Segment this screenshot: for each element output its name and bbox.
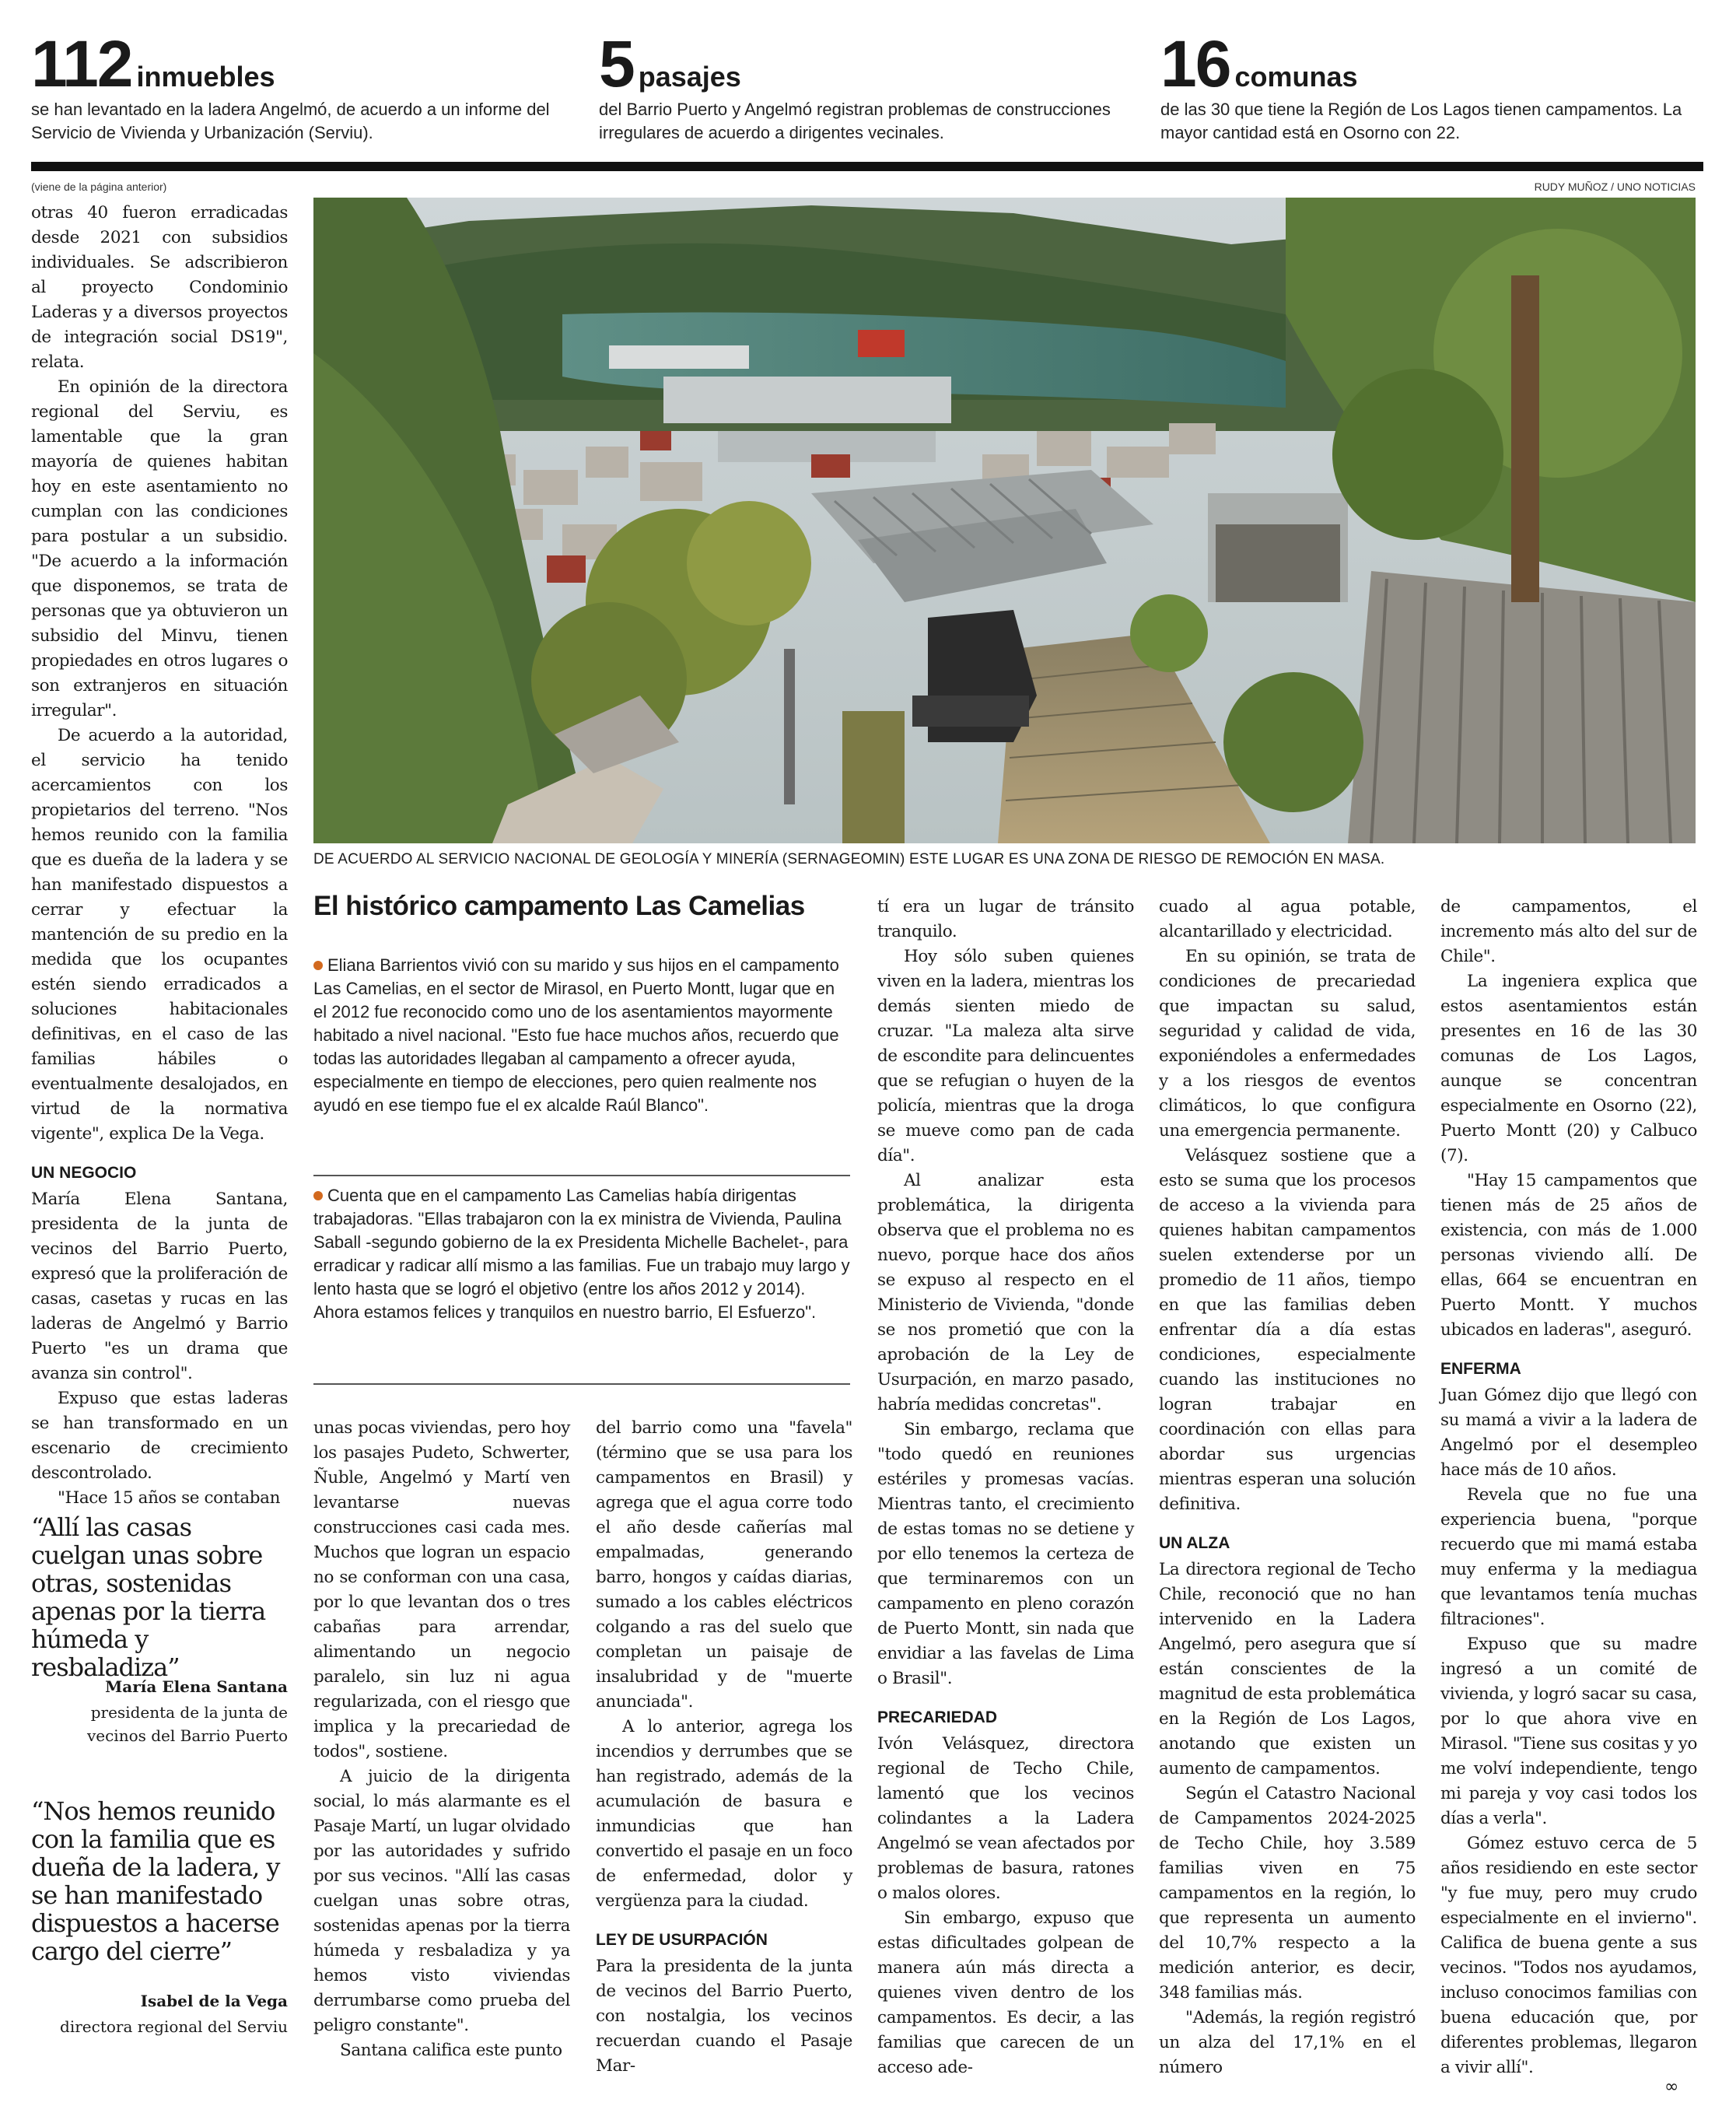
stat-word: comunas bbox=[1234, 61, 1358, 93]
photo-credit: RUDY MUÑOZ / UNO NOTICIAS bbox=[1534, 180, 1696, 193]
stat-description: del Barrio Puerto y Angelmó registran problemas de construcciones irregulares de acuerdo a dirigentes vecinales. bbox=[599, 100, 1111, 142]
paragraph: otras 40 fueron erradicadas desde 2021 con subsidios individuales. Se adscribieron al proyecto Condominio Laderas y a diversos proyectos de integración social DS19", relata. bbox=[31, 203, 288, 372]
paragraph: La ingeniera explica que estos asentamientos están presentes en 16 de las 30 comunas de Los Lagos, aunque se concentran especialmente en Osorno (22), Puerto Montt (20) y Calbuco (7). bbox=[1440, 972, 1697, 1165]
paragraph: María Elena Santana, presidenta de la junta de vecinos del Barrio Puerto, expresó que la proliferación de casas, casetas y rucas en las laderas de Angelmó y Barrio Puerto "es un drama que avanza sin control". bbox=[31, 1190, 288, 1383]
hillside-photo-illustration bbox=[313, 198, 1696, 843]
paragraph: Juan Gómez dijo que llegó con su mamá a vivir a la ladera de Angelmó por el desempleo hace más de 10 años. bbox=[1440, 1386, 1697, 1480]
photo-caption: DE ACUERDO AL SERVICIO NACIONAL DE GEOLOGÍA Y MINERÍA (SERNAGEOMIN) ESTE LUGAR ES UNA ZONA DE RIESGO DE REMOCIÓN EN MASA. bbox=[313, 851, 1385, 867]
paragraph: unas pocas viviendas, pero hoy los pasajes Pudeto, Schwerter, Ñuble, Angelmó y Martí ven levantarse nuevas construcciones casi cada mes. Muchos que logran un espacio no se conforman con una casa, por lo que levantan dos o tres cabañas para arrendar, alimentando un negocio paralelo, sin luz ni agua regularizada, con el riesgo que implica y la precariedad de todos", sostiene. bbox=[313, 1418, 570, 1761]
article-column-3 bbox=[596, 1416, 852, 2079]
article-column-1 bbox=[31, 201, 288, 1511]
paragraph: Al analizar esta problemática, la dirigenta observa que el problema no es nuevo, porque hace dos años se expuso al respecto en el Ministerio de Vivienda, "donde se nos prometió que con la aprobación de la Ley de Usurpación, en marzo pasado, habría medidas concretas". bbox=[877, 1171, 1134, 1414]
paragraph: La directora regional de Techo Chile, reconoció que no han intervenido en la Ladera Angelmó, pero asegura que sí están conscientes de la magnitud de esta problemática en la Región de Los Lagos, anotando que existen un aumento de campamentos. bbox=[1159, 1560, 1416, 1778]
stat-number: 16 bbox=[1160, 27, 1230, 100]
hillside-photo bbox=[313, 198, 1696, 843]
paragraph: Hoy sólo suben quienes viven en la ladera, mientras los demás sienten miedo de cruzar. "La maleza alta sirve de escondite para delincuentes que se refugian o huyen de la policía, mientras que la droga se mueve como pan de cada día". bbox=[877, 947, 1134, 1165]
subheading-un-negocio: UN NEGOCIO bbox=[31, 1164, 137, 1182]
paragraph: Velásquez sostiene que a esto se suma que los procesos de acceso a la vivienda para quienes habitan campamentos suelen extenderse por un promedio de 11 años, tiempo en que las familias deben enfrentar día a día estas condiciones, especialmente cuando las instituciones no logran trabajar en coordinación con ellas para abordar sus urgencias mientras esperan una solución definitiva. bbox=[1159, 1146, 1416, 1514]
subheading-un-alza: UN ALZA bbox=[1159, 1534, 1230, 1552]
stat-comunas bbox=[1160, 27, 1697, 145]
paragraph: "Hace 15 años se contaban bbox=[58, 1488, 281, 1508]
quote-author: María Elena Santana bbox=[105, 1677, 288, 1696]
quote-author-role: presidenta de la junta de vecinos del Barrio Puerto bbox=[86, 1703, 288, 1745]
top-divider bbox=[31, 162, 1703, 171]
box-bullet-text: Cuenta que en el campamento Las Camelias había dirigentas trabajadoras. "Ellas trabajaron con la ex ministra de Vivienda, Paulina Saball -segundo gobierno de la ex Presidenta Michelle Bachelet-, para erradicar y radicar allí mismo a las familias. Fue un trabajo muy largo y lento hasta que se logró el objetivo (entre los años 2012 y 2014). Ahora estamos felices y tranquilos en nuestro barrio, El Esfuerzo". bbox=[313, 1186, 850, 1322]
paragraph: de campamentos, el incremento más alto del sur de Chile". bbox=[1440, 897, 1697, 966]
paragraph: Ivón Velásquez, directora regional de Techo Chile, lamentó que los vecinos colindantes a la Ladera Angelmó se vean afectados por problemas de basura, ratones o malos olores. bbox=[877, 1734, 1134, 1903]
subheading-enferma: ENFERMA bbox=[1440, 1360, 1521, 1378]
stat-inmuebles bbox=[31, 27, 568, 145]
paragraph: A lo anterior, agrega los incendios y derrumbes que se han registrado, además de la acumulación de basura e inmundicias que han convertido el pasaje en un foco de enfermedad, dolor y vergüenza para la ciudad. bbox=[596, 1717, 852, 1911]
paragraph: Sin embargo, reclama que "todo quedó en reuniones estériles y promesas vacías. Mientras tanto, el crecimiento de estas tomas no se detiene y por ello tenemos la certeza de que terminaremos con un campamento en pleno corazón de Puerto Montt, sin nada que envidiar a las favelas de Lima o Brasil". bbox=[877, 1420, 1134, 1688]
box-bullet-1 bbox=[313, 954, 850, 1117]
bullet-dot-icon bbox=[313, 961, 323, 970]
stat-number: 112 bbox=[31, 27, 132, 100]
box-divider bbox=[313, 1175, 850, 1176]
paragraph: Gómez estuvo cerca de 5 años residiendo en este sector "y fue muy, pero muy crudo especialmente en el invierno". Califica de buena gente a sus vecinos. "Todos nos ayudamos, incluso conocimos familias con buena educación que, por diferentes problemas, llegaron a vivir allí". bbox=[1440, 1834, 1697, 2077]
paragraph: Expuso que su madre ingresó a un comité de vivienda, y logró sacar su casa, por lo que ahora vive en Mirasol. "Tiene sus cositas y yo me volví independiente, tengo mi pareja y voy casi todos los días a verla". bbox=[1440, 1635, 1697, 1828]
pull-quote-de-la-vega: “Nos hemos reunido con la familia que es dueña de la ladera, y se han manifestado dispuestos a hacerse cargo del cierre” bbox=[31, 1796, 280, 1966]
paragraph: cuado al agua potable, alcantarillado y electricidad. bbox=[1159, 897, 1416, 941]
stat-description: se han levantado en la ladera Angelmó, de acuerdo a un informe del Servicio de Vivienda y Urbanización (Serviu). bbox=[31, 100, 550, 142]
stat-word: inmuebles bbox=[136, 61, 275, 93]
stat-description: de las 30 que tiene la Región de Los Lagos tienen campamentos. La mayor cantidad está en Osorno con 22. bbox=[1160, 100, 1682, 142]
paragraph: Según el Catastro Nacional de Campamentos 2024-2025 de Techo Chile, hoy 3.589 familias viven en 75 campamentos en la región, lo que representa un aumento del 10,7% respecto a la medición anterior, es decir, 348 familias más. bbox=[1159, 1784, 1416, 2003]
stat-word: pasajes bbox=[638, 61, 741, 93]
box-title: El histórico campamento Las Camelias bbox=[313, 891, 805, 921]
paragraph: Santana califica este punto bbox=[340, 2041, 562, 2060]
article-column-4 bbox=[877, 895, 1134, 2080]
article-column-6 bbox=[1440, 895, 1697, 2080]
subheading-ley-de-usurpacion: LEY DE USURPACIÓN bbox=[596, 1931, 768, 1949]
viene-label: (viene de la página anterior) bbox=[31, 180, 167, 193]
subheading-precariedad: PRECARIEDAD bbox=[877, 1708, 998, 1726]
stat-pasajes bbox=[599, 27, 1136, 145]
stat-number: 5 bbox=[599, 27, 634, 100]
box-bullet-2 bbox=[313, 1184, 850, 1324]
paragraph: En opinión de la directora regional del Serviu, es lamentable que la gran mayoría de quienes habitan hoy en este asentamiento no cumplan con las condiciones para postular a un subsidio. "De acuerdo a la información que disponemos, se trata de personas que ya obtuvieron un subsidio del Minvu, tienen propiedades en otros lugares o son extranjeros en situación irregular". bbox=[31, 377, 288, 720]
paragraph: Revela que no fue una experiencia buena, "porque recuerdo que mi mamá estaba muy enferma y la mediagua que levantamos tenía muchas filtraciones". bbox=[1440, 1485, 1697, 1629]
paragraph: tí era un lugar de tránsito tranquilo. bbox=[877, 897, 1134, 941]
quote-author-role: directora regional del Serviu bbox=[60, 2017, 288, 2036]
paragraph: De acuerdo a la autoridad, el servicio ha tenido acercamientos con los propietarios del terreno. "Nos hemos reunido con la familia que es dueña de la ladera y se han manifestado dispuestos a cerrar y efectuar la mantención de su predio en la medida que los ocupantes estén siendo erradicados a soluciones habitacionales definitivas, en el caso de las familias hábiles o eventualmente desalojados, en virtud de la normativa vigente", explica De la Vega. bbox=[31, 726, 288, 1144]
paragraph: En su opinión, se trata de condiciones de precariedad que impactan su salud, seguridad y calidad de vida, exponiéndoles a enfermedades y a los riesgos de eventos climáticos, lo que configura una emergencia permanente. bbox=[1159, 947, 1416, 1141]
box-bottom-divider bbox=[313, 1383, 850, 1385]
paragraph: Para la presidenta de la junta de vecinos del Barrio Puerto, con nostalgia, los vecinos recuerdan cuando el Pasaje Mar- bbox=[596, 1957, 852, 2076]
quote-author: Isabel de la Vega bbox=[140, 1992, 288, 2010]
paragraph: "Además, la región registró un alza del 17,1% en el número bbox=[1159, 2008, 1416, 2077]
paragraph: Sin embargo, expuso que estas dificultades golpean de manera aún más directa a quienes viven dentro de los campamentos. Es decir, a las familias que carecen de un acceso ade- bbox=[877, 1908, 1134, 2077]
paragraph: A juicio de la dirigenta social, lo más alarmante es el Pasaje Martí, un lugar olvidado por las autoridades y sufrido por sus vecinos. "Allí las casas cuelgan unas sobre otras, sostenidas apenas por la tierra húmeda y resbaladiza y ya hemos visto viviendas derrumbarse como prueba del peligro constante". bbox=[313, 1767, 570, 2035]
pull-quote-santana: “Allí las casas cuelgan unas sobre otras, sostenidas apenas por la tierra húmeda y resbaladiza” bbox=[31, 1512, 266, 1682]
paragraph: del barrio como una "favela" (término que se usa para los campamentos en Brasil) y agrega que el agua corre todo el año desde cañerías mal empalmadas, generando barro, hongos y caídas diarias, sumado a los cables eléctricos colgando a ras del suelo que completan un paisaje de insalubridad y de "muerte anunciada". bbox=[596, 1418, 852, 1712]
box-bullet-text: Eliana Barrientos vivió con su marido y sus hijos en el campamento Las Camelias, en el sector de Mirasol, en Puerto Montt, lugar que en el 2012 fue reconocido como uno de los asentamientos mayormente habitado a nivel nacional. "Esto fue hace muchos años, recuerdo que todas las autoridades llegaban al campamento a ofrecer ayuda, especialmente en tiempo de elecciones, pero quien realmente nos ayudó en ese tiempo fue el ex alcalde Raúl Blanco". bbox=[313, 955, 839, 1115]
article-column-5 bbox=[1159, 895, 1416, 2080]
article-end-icon: ∞ bbox=[1664, 2077, 1679, 2097]
paragraph: Expuso que estas laderas se han transformado en un escenario de crecimiento descontrolado. bbox=[31, 1389, 288, 1483]
article-column-2 bbox=[313, 1416, 570, 2063]
bullet-dot-icon bbox=[313, 1191, 323, 1200]
paragraph: "Hay 15 campamentos que tienen más de 25 años de existencia, con más de 1.000 personas viviendo allí. De ellas, 664 se encuentran en Puerto Montt. Y muchos ubicados en laderas", aseguró. bbox=[1440, 1171, 1697, 1340]
